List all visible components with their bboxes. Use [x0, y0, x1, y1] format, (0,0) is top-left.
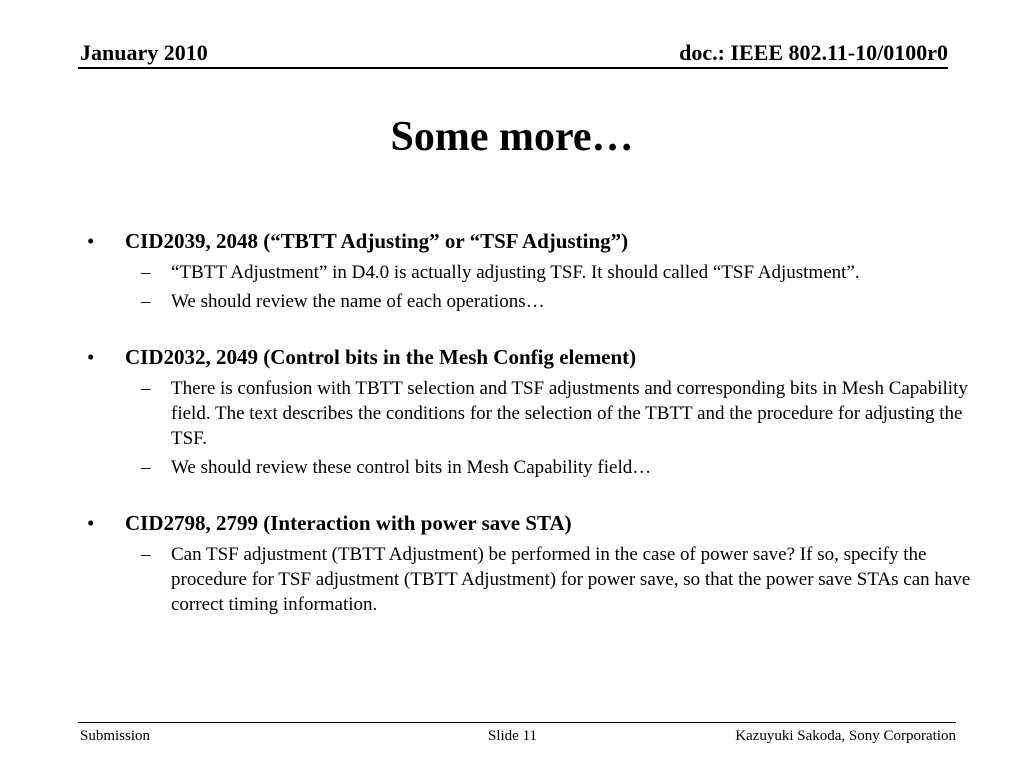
bullet-group: [84, 226, 984, 314]
dash-icon: –: [141, 378, 151, 399]
footer-slide-number: Slide 11: [488, 728, 538, 744]
sub-text: “TBTT Adjustment” in D4.0 is actually adjusting TSF. It should called “TSF Adjustment”.: [171, 262, 860, 283]
dash-icon: –: [141, 544, 151, 565]
bullet-icon: •: [87, 345, 95, 369]
bullet-text: CID2798, 2799 (Interaction with power save STA): [125, 511, 572, 535]
sub-item: [84, 260, 984, 285]
sub-item: [84, 289, 984, 314]
dash-icon: –: [141, 291, 151, 312]
footer-author: Kazuyuki Sakoda, Sony Corporation: [735, 728, 956, 744]
sub-text: We should review the name of each operations…: [171, 291, 545, 312]
sub-item: [84, 542, 984, 617]
dash-icon: –: [141, 262, 151, 283]
sub-text: There is confusion with TBTT selection and TSF adjustments and corresponding bits in Mesh Capability field. The text describes the conditions for the selection of the TBTT and the procedure for adjusting the TSF.: [171, 378, 968, 449]
sub-list: [84, 542, 984, 617]
bullet-icon: •: [87, 511, 95, 535]
sub-list: [84, 260, 984, 314]
dash-icon: –: [141, 457, 151, 478]
bullet-item: [84, 508, 984, 538]
bullet-text: CID2039, 2048 (“TBTT Adjusting” or “TSF Adjusting”): [125, 229, 629, 253]
bullet-group: [84, 508, 984, 617]
header-date: January 2010: [80, 40, 208, 65]
footer-submission: Submission: [80, 728, 151, 744]
sub-list: [84, 376, 984, 480]
bullet-item: [84, 342, 984, 372]
sub-item: [84, 455, 984, 480]
bullet-item: [84, 226, 984, 256]
slide-title: Some more…: [390, 114, 634, 160]
bullet-group: [84, 342, 984, 480]
slide-content: [84, 226, 984, 645]
sub-item: [84, 376, 984, 451]
header-doc-id: doc.: IEEE 802.11-10/0100r0: [679, 40, 948, 65]
bullet-icon: •: [87, 229, 95, 253]
bullet-text: CID2032, 2049 (Control bits in the Mesh Config element): [125, 345, 637, 369]
header-divider: [78, 67, 948, 69]
sub-text: We should review these control bits in Mesh Capability field…: [171, 457, 652, 478]
footer-divider: [78, 722, 956, 723]
sub-text: Can TSF adjustment (TBTT Adjustment) be performed in the case of power save? If so, specify the procedure for TSF adjustment (TBTT Adjustment) for power save, so that the power save STAs can have correct timing information.: [171, 544, 971, 615]
